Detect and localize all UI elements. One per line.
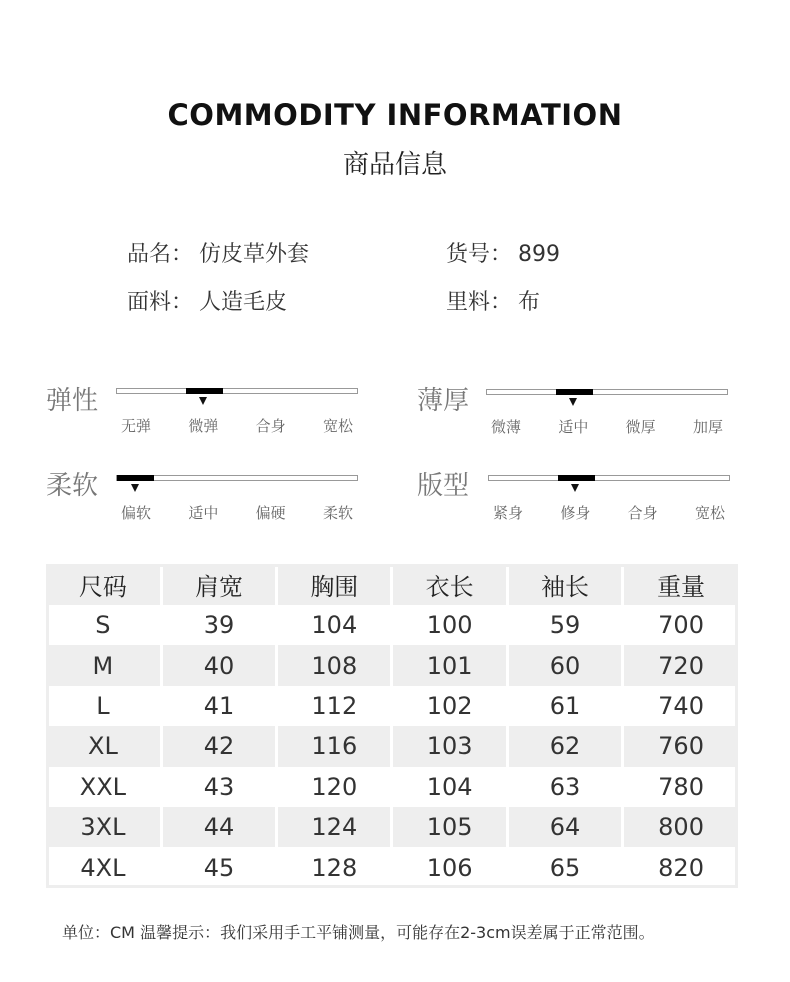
table-row bbox=[46, 605, 738, 645]
scale-bar bbox=[486, 389, 728, 395]
table-cell: 800 bbox=[623, 807, 738, 847]
scale-marker-icon bbox=[571, 484, 579, 492]
scale-selected-segment bbox=[558, 475, 595, 481]
table-row bbox=[46, 645, 738, 685]
info-sku bbox=[446, 237, 560, 268]
header-chest: 胸围 bbox=[277, 564, 392, 605]
table-row bbox=[46, 686, 738, 726]
table-cell: 103 bbox=[392, 726, 507, 766]
table-cell: 108 bbox=[277, 645, 392, 685]
scale-option: 修身 bbox=[560, 504, 591, 522]
scale-marker-icon bbox=[199, 397, 207, 405]
title-chinese: 商品信息 bbox=[342, 150, 447, 180]
table-cell: 63 bbox=[507, 767, 622, 807]
table-cell: 60 bbox=[507, 645, 622, 685]
info-value: 人造毛皮 bbox=[199, 290, 288, 315]
header-size: 尺码 bbox=[46, 564, 161, 605]
scale-bar bbox=[116, 475, 358, 481]
table-cell: XXL bbox=[46, 767, 161, 807]
table-cell: 116 bbox=[277, 726, 392, 766]
table-cell: 720 bbox=[623, 645, 738, 685]
info-value: 仿皮草外套 bbox=[199, 242, 310, 267]
table-row bbox=[46, 726, 738, 766]
table-cell: 105 bbox=[392, 807, 507, 847]
info-label: 货号： bbox=[446, 242, 513, 267]
info-product-name bbox=[127, 237, 309, 268]
table-cell: 4XL bbox=[46, 847, 161, 887]
table-cell: 45 bbox=[161, 847, 276, 887]
footer-note: 单位：CM 温馨提示：我们采用手工平铺测量，可能存在2-3cm误差属于正常范围。 bbox=[62, 923, 655, 942]
table-cell: 43 bbox=[161, 767, 276, 807]
scale-option: 宽松 bbox=[322, 417, 353, 435]
info-label: 面料： bbox=[127, 290, 194, 315]
table-cell: 62 bbox=[507, 726, 622, 766]
scale-option: 偏硬 bbox=[255, 504, 286, 522]
table-cell: 740 bbox=[623, 686, 738, 726]
scale-selected-segment bbox=[556, 389, 593, 395]
header-length: 衣长 bbox=[392, 564, 507, 605]
table-cell: 104 bbox=[392, 767, 507, 807]
scale-bar bbox=[116, 388, 358, 394]
table-cell: 61 bbox=[507, 686, 622, 726]
attribute-name: 版型 bbox=[417, 471, 470, 501]
table-cell: 128 bbox=[277, 847, 392, 887]
table-row bbox=[46, 767, 738, 807]
scale-option: 合身 bbox=[255, 417, 286, 435]
info-value: 899 bbox=[518, 242, 561, 267]
table-cell: 780 bbox=[623, 767, 738, 807]
size-table bbox=[46, 564, 738, 888]
scale-option: 适中 bbox=[558, 418, 589, 436]
table-cell: 104 bbox=[277, 605, 392, 645]
scale-option: 紧身 bbox=[492, 504, 523, 522]
info-label: 品名： bbox=[127, 242, 194, 267]
info-lining bbox=[446, 285, 540, 316]
scale-option: 微薄 bbox=[490, 418, 521, 436]
table-cell: XL bbox=[46, 726, 161, 766]
table-row bbox=[46, 807, 738, 847]
table-cell: 124 bbox=[277, 807, 392, 847]
scale-option: 适中 bbox=[188, 504, 219, 522]
scale-option: 合身 bbox=[627, 504, 658, 522]
table-cell: 120 bbox=[277, 767, 392, 807]
info-value: 布 bbox=[518, 290, 541, 315]
scale-marker-icon bbox=[131, 484, 139, 492]
table-cell: 112 bbox=[277, 686, 392, 726]
table-cell: L bbox=[46, 686, 161, 726]
scale-bar bbox=[488, 475, 730, 481]
table-cell: 106 bbox=[392, 847, 507, 887]
table-cell: 59 bbox=[507, 605, 622, 645]
table-cell: 100 bbox=[392, 605, 507, 645]
header-sleeve: 袖长 bbox=[507, 564, 622, 605]
scale-option: 微弹 bbox=[188, 417, 219, 435]
scale-marker-icon bbox=[569, 398, 577, 406]
table-cell: S bbox=[46, 605, 161, 645]
header-shoulder: 肩宽 bbox=[161, 564, 276, 605]
info-label: 里料： bbox=[446, 290, 513, 315]
table-cell: 101 bbox=[392, 645, 507, 685]
table-header-row bbox=[46, 564, 738, 605]
scale-option: 偏软 bbox=[120, 504, 151, 522]
table-cell: 65 bbox=[507, 847, 622, 887]
scale-selected-segment bbox=[186, 388, 223, 394]
table-cell: 820 bbox=[623, 847, 738, 887]
table-cell: 39 bbox=[161, 605, 276, 645]
table-cell: 3XL bbox=[46, 807, 161, 847]
attribute-name: 薄厚 bbox=[417, 386, 470, 416]
info-fabric bbox=[127, 285, 287, 316]
attribute-name: 柔软 bbox=[46, 471, 99, 501]
scale-option: 微厚 bbox=[625, 418, 656, 436]
table-cell: M bbox=[46, 645, 161, 685]
scale-option: 加厚 bbox=[692, 418, 723, 436]
header-weight: 重量 bbox=[623, 564, 738, 605]
table-cell: 40 bbox=[161, 645, 276, 685]
scale-option: 柔软 bbox=[322, 504, 353, 522]
table-cell: 41 bbox=[161, 686, 276, 726]
table-cell: 44 bbox=[161, 807, 276, 847]
scale-option: 无弹 bbox=[120, 417, 151, 435]
title-english: COMMODITY INFORMATION bbox=[167, 98, 623, 132]
attribute-name: 弹性 bbox=[46, 386, 99, 416]
scale-option: 宽松 bbox=[694, 504, 725, 522]
table-cell: 64 bbox=[507, 807, 622, 847]
table-cell: 700 bbox=[623, 605, 738, 645]
table-cell: 102 bbox=[392, 686, 507, 726]
scale-selected-segment bbox=[117, 475, 154, 481]
table-cell: 42 bbox=[161, 726, 276, 766]
table-cell: 760 bbox=[623, 726, 738, 766]
table-row bbox=[46, 847, 738, 887]
